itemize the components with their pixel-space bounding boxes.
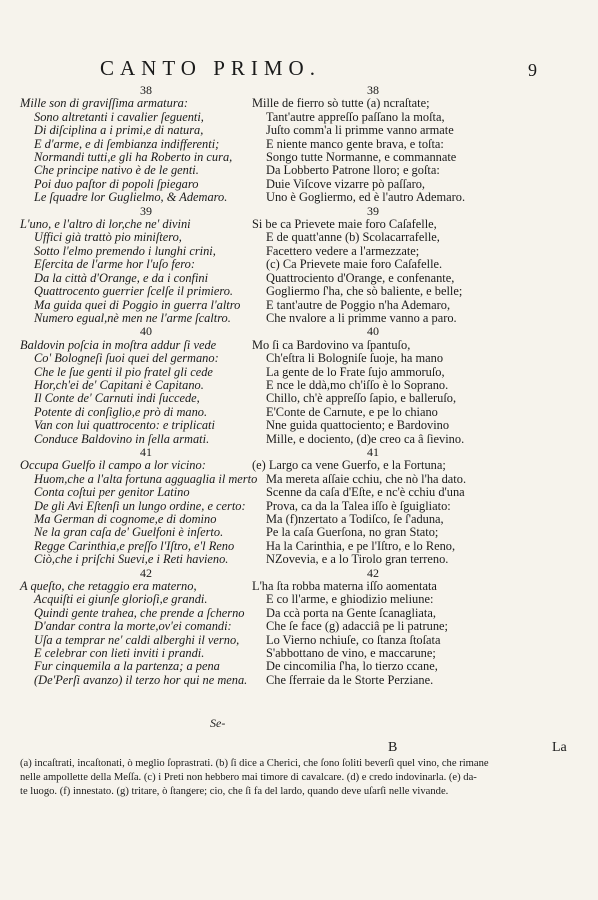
stanza [252, 84, 582, 205]
verse-line: E'Conte de Carnute, e pe lo chiano [266, 404, 438, 419]
verse-line: Poi duo paſtor di popoli ſpiegaro [34, 176, 199, 191]
verse-line: (c) Ca Prievete maie foro Caſafelle. [266, 257, 443, 272]
verse-line: Ha la Carinthia, e pe l'Iſtro, e lo Reno, [266, 538, 456, 553]
stanza-number: 42 [140, 565, 152, 580]
italian-column [20, 84, 258, 687]
stanza-number: 40 [367, 324, 379, 339]
verse-line: Numero egual,nè men ne l'arme ſcaltro. [34, 310, 231, 325]
verse-line: Il Conte de' Carnuti indi ſuccede, [34, 391, 200, 406]
verse-line: E nce le ddà,mo ch'iſſo è lo Soprano. [266, 377, 449, 392]
stanza [252, 325, 582, 446]
verse-line: (e) Largo ca vene Guerfo, e la Fortuna; [252, 458, 446, 473]
stanza-number: 40 [140, 324, 152, 339]
verse-line: Prova, ca da la Talea iſſo è ſguigliato: [266, 498, 451, 513]
stanza [20, 567, 258, 688]
verse-line: Ma guida quei di Poggio in guerra l'altro [34, 297, 241, 312]
verse-line: Duie Viſcove vizarre pò paſſaro, [266, 176, 426, 191]
page-header [0, 56, 598, 86]
verse-line: Che principe nativo è de le genti. [34, 163, 199, 178]
verse-line: Mille de fierro sò tutte (a) ncraſtate; [252, 96, 430, 111]
verse-line: Di diſciplina a i primi,e di natura, [34, 123, 204, 138]
verse-line: Co' Bologneſi ſuoi quei del germano: [34, 351, 219, 366]
verse-line: Sono altretanti i cavalier ſeguenti, [34, 109, 204, 124]
page-number: 9 [528, 60, 537, 80]
verse-line: Scenne da caſa d'Eſte, e nc'è cchiu d'una [266, 485, 465, 500]
verse-line: D'andar contra la morte,ov'ei comandi: [34, 619, 232, 634]
verse-line: Ch'eſtra li Bologniſe ſuoje, ha mano [266, 351, 444, 366]
verse-line: Da la città d'Orange, e da i confini [34, 270, 209, 285]
stanza-number: 42 [367, 565, 379, 580]
verse-line: Che le ſue genti il pio fratel gli cede [34, 364, 213, 379]
verse-line: Che nvalore a li primme vanno a paro. [266, 310, 457, 325]
footnote-line: nelle ampollette della Meſſa. (c) i Preti non hebbero mai timore di cavalcare. (d) e credo indovinarla. (e) da- [20, 772, 477, 783]
verse-line: Conta coſtui per genitor Latino [34, 485, 190, 500]
verse-line: Juſto comm'a li primme vanno armate [266, 123, 454, 138]
verse-line: E co ll'arme, e ghiodizio meliune: [266, 592, 434, 607]
stanza-number: 41 [367, 444, 379, 459]
verse-line: Lo Vierno nchiuſe, co ſtanza ſtoſata [266, 632, 441, 647]
stanza-number: 41 [140, 444, 152, 459]
stanza-number: 38 [367, 83, 379, 97]
verse-line: Mille, e dociento, (d)e creo ca â ſievino. [266, 431, 465, 446]
verse-line: Van con lui quattrocento: e triplicati [34, 418, 215, 433]
verse-line: Quattrociento d'Orange, e confenante, [266, 270, 455, 285]
verse-line: E de quatt'anne (b) Scolacarrafelle, [266, 230, 440, 245]
verse-line: De gli Avi Eſtenſi un lungo ordine, e certo: [34, 498, 246, 513]
verse-line: Conduce Baldovino in ſella armati. [34, 431, 210, 446]
verse-line: Hor,ch'ei de' Capitani è Capitano. [34, 377, 204, 392]
verse-line: Ma German di cognome,e di domino [34, 512, 217, 526]
footnotes [20, 757, 580, 799]
verse-line: Le ſquadre lor Guglielmo, & Ademaro. [34, 190, 228, 205]
verse-line: Uſa a temprar ne' caldi alberghi il verno, [34, 632, 240, 647]
verse-line: Nne guida quattociento; e Bardovino [266, 418, 450, 433]
verse-line: Huom,che a l'alta fortuna agguaglia il merto [34, 471, 258, 486]
verse-line: Ciò,che i priſchi Suevi,e i Reti havieno. [34, 552, 229, 567]
verse-line: E niente manco gente brava, e toſta: [266, 136, 444, 151]
stanza [252, 446, 582, 567]
verse-line: Facettero vedere a l'armezzate; [266, 243, 420, 258]
verse-line: Eſercita de l'arme hor l'uſo fero: [34, 257, 195, 272]
verse-line: Gogliermo ſ'ha, che sò baliente, e belle; [266, 284, 463, 299]
stanza [252, 205, 582, 326]
footnote-line: (a) incaſtrati, incaſtonati, ò meglio ſoprastrati. (b) ſi dice a Cherici, che ſono ſoliti beverſi quel vino, che rimane [20, 758, 489, 769]
stanza-number: 39 [367, 203, 379, 218]
signature-mark: B [388, 740, 398, 755]
verse-line: Quindi gente trahea, che prende a ſcherno [34, 605, 245, 620]
verse-line: A queſto, che retaggio era materno, [20, 579, 197, 594]
verse-line: Uno è Gogliermo, ed è l'autro Ademaro. [266, 190, 466, 205]
verse-line: Normandi tutti,e gli ha Roberto in cura, [34, 150, 233, 165]
stanza-number: 39 [140, 203, 152, 218]
stanza-number: 38 [140, 83, 152, 97]
verse-line: Da ccà porta na Gente ſcanagliata, [266, 605, 436, 620]
verse-line: L'ha ſta robba materna iſſo aomentata [252, 579, 437, 594]
stanza [20, 205, 258, 326]
verse-line: Mo ſi ca Bardovino va ſpantuſo, [252, 337, 411, 352]
verse-line: (De'Perſi avanzo) il terzo hor qui ne mena. [34, 672, 248, 687]
verse-line: De cincomilia ſ'ha, lo tierzo ccane, [266, 659, 438, 674]
verse-line: Quattrocento guerrier ſcelſe il primiero. [34, 284, 234, 299]
verse-line: Fur cinquemila a la partenza; a pena [34, 659, 220, 674]
verse-line: Che ſferraie da le Storte Perziane. [266, 672, 434, 687]
verse-line: Da Lobberto Patrone lloro; e goſta: [266, 163, 440, 178]
verse-line: Chillo, ch'è appreſſo ſapio, e balleruſo, [266, 391, 457, 406]
catchword-right: La [552, 740, 567, 755]
verse-line: Songo tutte Normanne, e commannate [266, 150, 457, 165]
running-title: CANTO PRIMO. [100, 56, 321, 80]
verse-line: Acquiſti ei giunſe glorioſi,e grandi. [34, 592, 208, 607]
verse-line: Mille son di graviſſima armatura: [20, 96, 188, 111]
verse-line: Ma (f)nzertato a Todiſco, ſe ſ'aduna, [266, 512, 444, 526]
stanza [20, 84, 258, 205]
verse-line: Uffici già trattò pio miniſtero, [34, 230, 182, 245]
verse-line: Baldovin poſcia in moſtra addur ſi vede [20, 337, 217, 352]
verse-line: Regge Carinthia,e preſſo l'Iſtro, e'l Reno [34, 538, 235, 553]
verse-line: E d'arme, e di ſembianza indifferenti; [34, 136, 220, 151]
verse-line: Ma mereta aſſaie cchiu, che nò l'ha dato. [266, 471, 467, 486]
verse-line: Che ſe face (g) adacciâ pe li patrune; [266, 619, 448, 634]
verse-line: Tant'autre appreſſo paſſano la moſta, [266, 109, 445, 124]
footnote-line: te luogo. (f) innestato. (g) tritare, ò ſtangere; cio, che ſi fa del lardo, quando deve uſarſi nelle vivande. [20, 786, 449, 797]
verse-line: E celebrar con lieti inviti i prandi. [34, 646, 205, 661]
verse-line: Ne la gran caſa de' Guelfoni è inſerto. [34, 525, 224, 540]
verse-line: NZovevia, e a lo Tirolo gran terreno. [266, 552, 449, 567]
verse-line: S'abbottano de vino, e maccarune; [266, 646, 436, 661]
neapolitan-column [252, 84, 582, 687]
stanza [252, 567, 582, 688]
catchword-left: Se- [210, 716, 226, 730]
verse-line: Potente di conſiglio,e prò di mano. [34, 404, 208, 419]
verse-line: Sotto l'elmo premendo i lunghi crini, [34, 243, 216, 258]
verse-line: La gente de lo Frate ſujo ammoruſo, [266, 364, 445, 379]
verse-line: Occupa Guelfo il campo a lor vicino: [20, 458, 206, 473]
verse-line: Pe la caſa Guerſona, no gran Stato; [266, 525, 439, 540]
stanza [20, 325, 258, 446]
stanza [20, 446, 258, 567]
verse-line: E tant'autre de Poggio n'ha Ademaro, [266, 297, 451, 312]
verse-line: Si be ca Prievete maie foro Caſafelle, [252, 217, 437, 232]
verse-line: L'uno, e l'altro di lor,che ne' divini [20, 217, 191, 232]
